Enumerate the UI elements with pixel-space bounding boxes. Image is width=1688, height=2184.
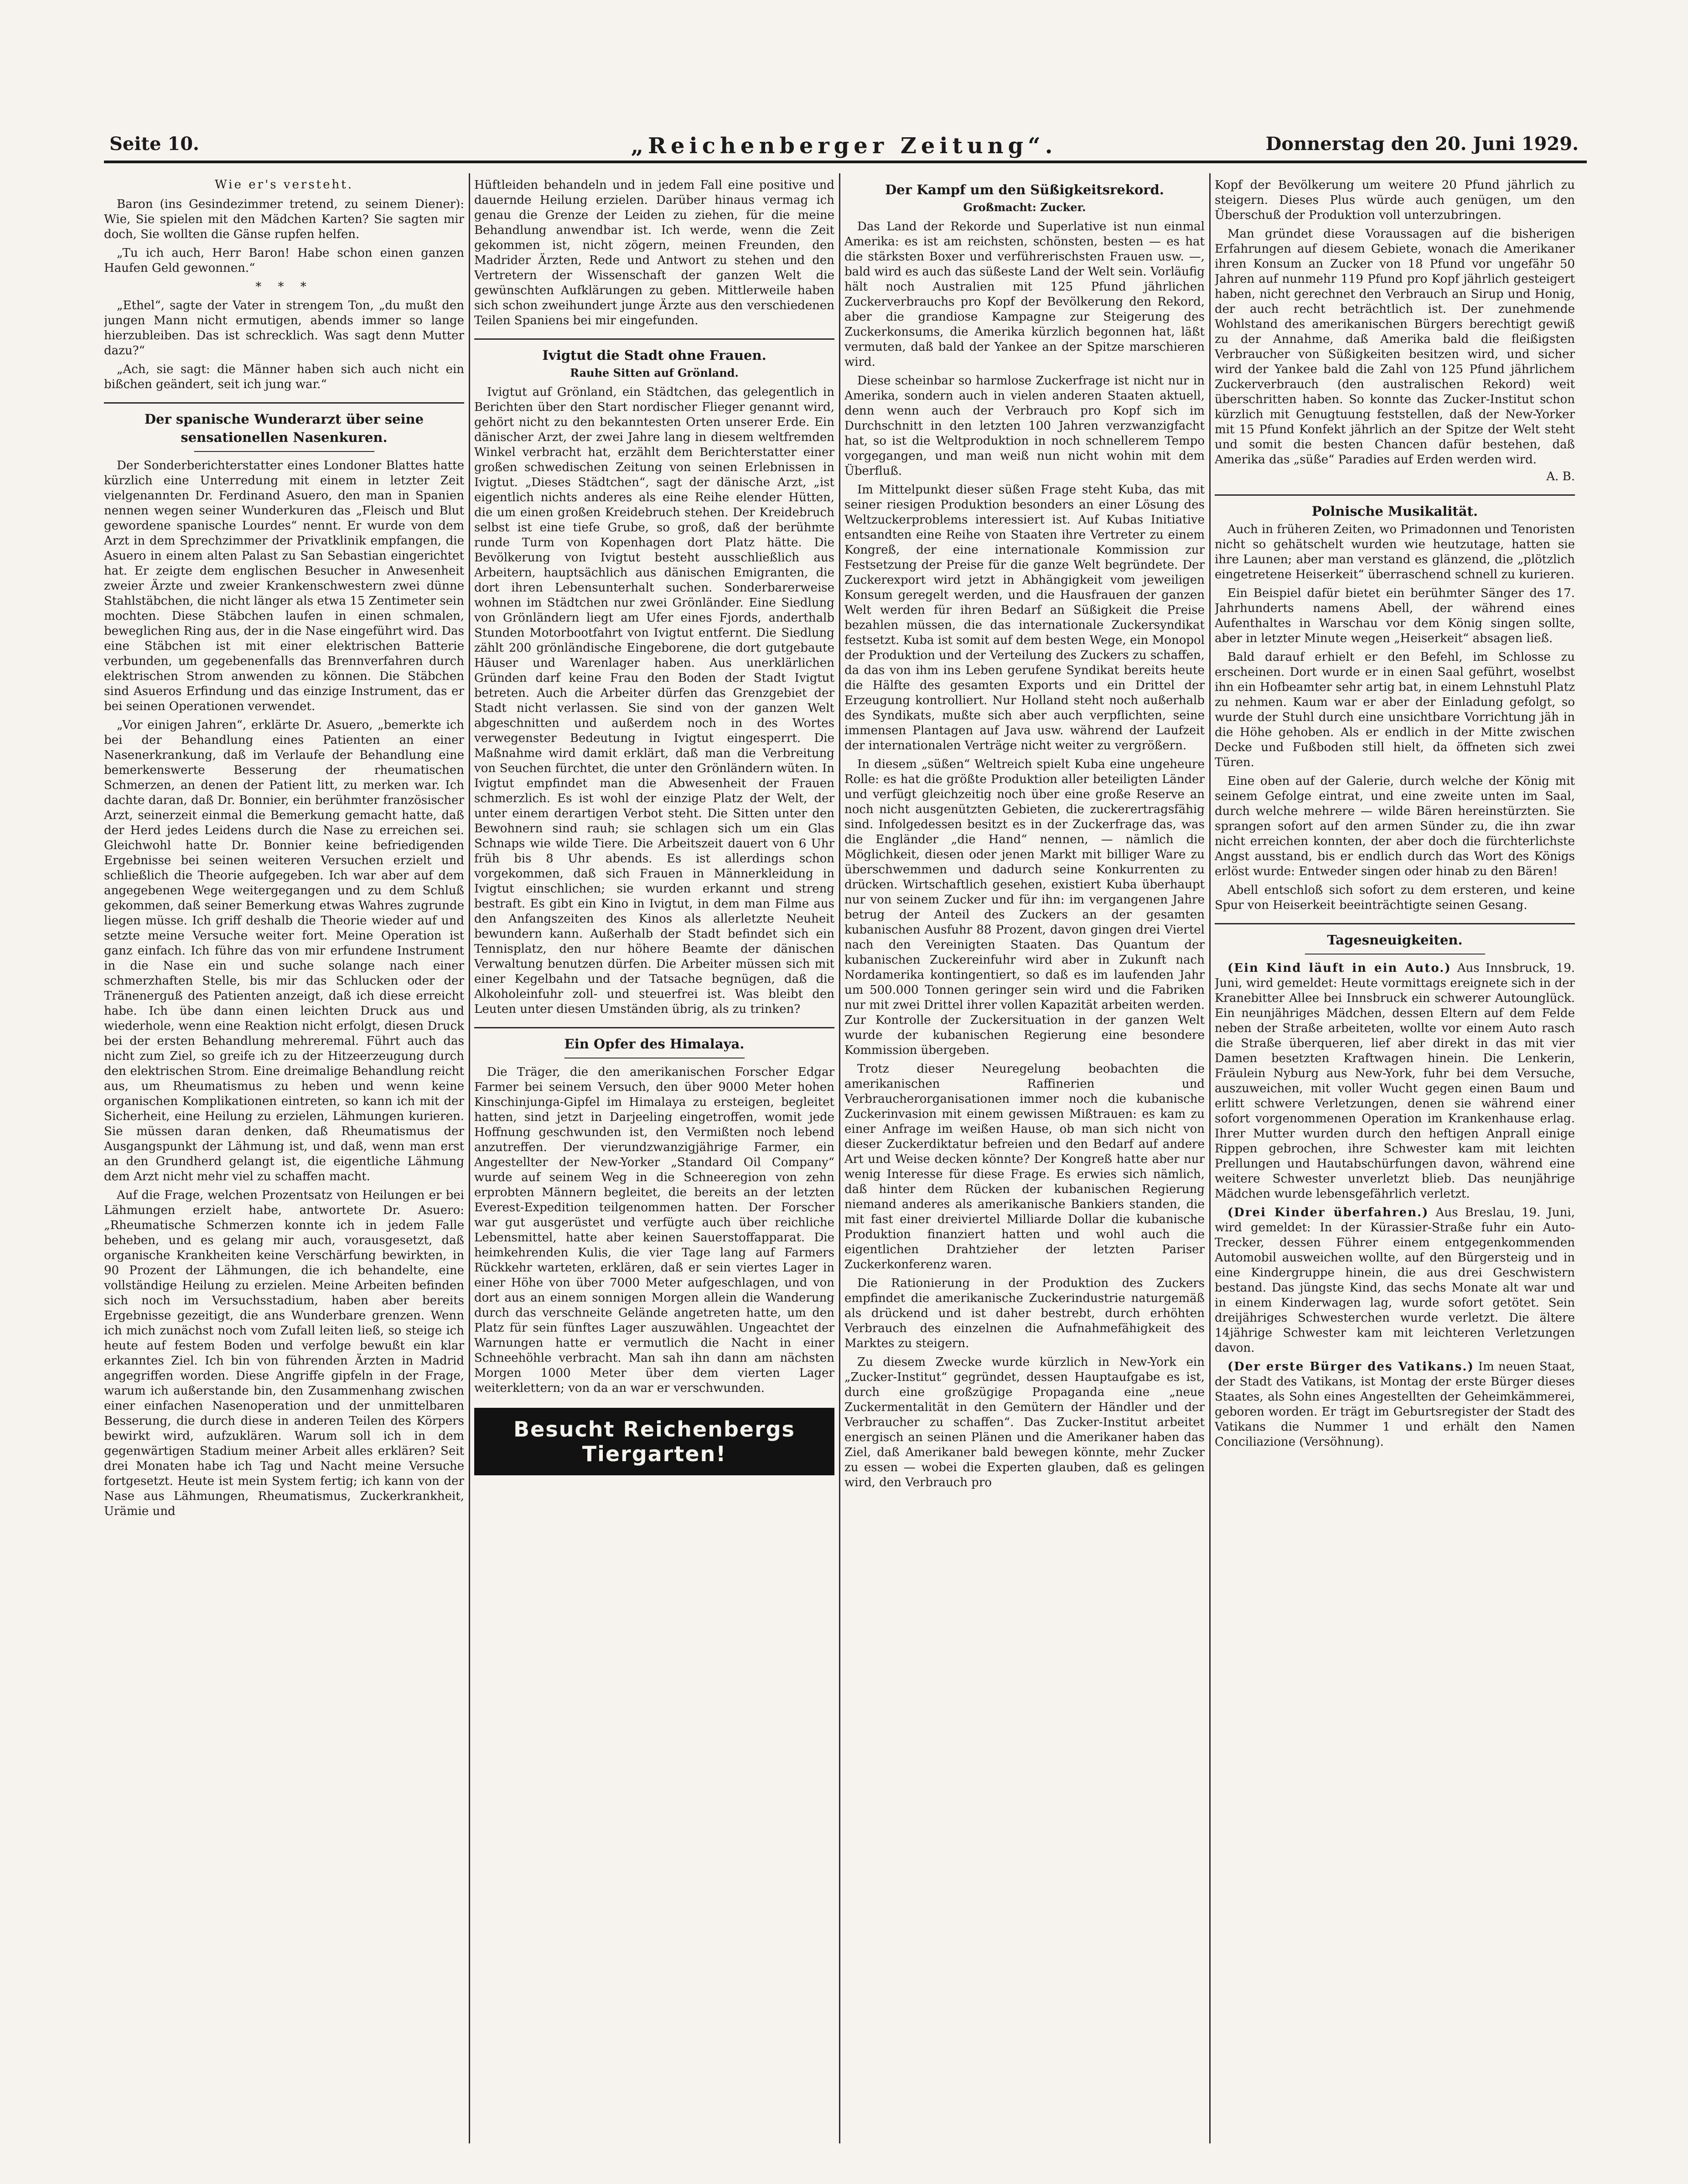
stars-separator: * * * [255, 280, 313, 294]
article-paragraph: Auf die Frage, welchen Prozentsatz von Heilungen er bei Lähmungen erzielt habe, antwortete Dr. Asuero: „Rheumatische Schmerzen konnte ich in jedem Falle beheben, und es gelang mir auch, vorausgesetzt, daß organische Krankheiten keine Verschärfung bewirkten, in 90 Prozent der Lähmungen, die ich behandelte, eine vollständige Heilung zu erzielen. Meine Arbeiten befinden sich noch im Versuchsstadium, haben aber bereits Ergebnisse gezeitigt, die ans Wunderbare grenzen. Wenn ich mich zunächst noch vom Zufall leiten ließ, so steige ich heute auf festem Boden und verfolge bewußt ein klar erkanntes Ziel. Ich bin von führenden Ärzten in Madrid angegriffen worden. Diese Angriffe gipfeln in der Frage, warum ich außerstande bin, den Zusammenhang zwischen einer einfachen Nasenoperation und der unmittelbaren Besserung, die durch diese in anderen Teilen des Körpers bewirkt wird, aufzuklären. Warum soll ich in dem gegenwärtigen Stadium meiner Arbeit alles erklären? Seit drei Monaten habe ich Tag und Nacht meine Versuche fortgesetzt. Heute ist mein System fertig; ich kann von der Nase aus Lähmungen, Rheumatismus, Zuckerkrankheit, Urämie und [104, 1188, 464, 1518]
article-paragraph: Ein Beispiel dafür bietet ein berühmter Sänger des 17. Jahrhunderts namens Abell, der während eines Aufenthaltes in Warschau vor dem König singen sollte, aber in letzter Minute wegen „Heiserkeit“ absagen ließ. [1215, 586, 1575, 645]
section-rule [1215, 494, 1575, 496]
joke-title: Wie er's versteht. [215, 178, 353, 192]
article-paragraph: Die Rationierung in der Produktion des Zuckers empfindet die amerikanische Zuckerindustrie naturgemäß als drückend und ist daher bestrebt, durch erhöhten Verbrauch des einzelnen die Aufnahmefähigkeit des Marktes zu steigern. [844, 1276, 1205, 1350]
article-headline: Ivigtut die Stadt ohne Frauen. [542, 348, 766, 363]
article-paragraph: Die Träger, die den amerikanischen Forscher Edgar Farmer bei seinem Versuch, den über 9000 Meter hohen Kinschinjunga-Gipfel im Himalaya zu ersteigen, begleitet hatten, sind jetzt in Darjeeling eingetroffen, womit jede Hoffnung geschwunden ist, den Vermißten noch lebend anzutreffen. Der vierundzwanzigjährige Farmer, ein Angestellter der New-Yorker „Standard Oil Company“ wurde auf seinem Weg in die Schneeregion von zehn erprobten Männern begleitet, die bereits an der letzten Everest-Expedition teilgenommen hatten. Der Forscher war gut ausgerüstet und verfügte auch über reichliche Lebensmittel, hatte aber keinen Sauerstoffapparat. Die heimkehrenden Kulis, die vier Tage lang auf Farmers Rückkehr warteten, erklären, daß er sein viertes Lager in einer Höhe von über 7000 Meter aufgeschlagen, und von dort aus an einem sonnigen Morgen allein die Wanderung durch das verschneite Gelände angetreten hatte, um den Platz für sein fünftes Lager auszuwählen. Ungeachtet der Warnungen hatte er vermutlich die Nacht in einer Schneehöhle verbracht. Man sah ihn dann am nächsten Morgen 1000 Meter über dem vierten Lager weiterklettern; von da an war er verschwunden. [474, 1065, 834, 1395]
joke-paragraph: „Ach, sie sagt: die Männer haben sich auch nicht ein bißchen geändert, seit ich jung war.“ [104, 363, 464, 391]
joke-paragraph: „Tu ich auch, Herr Baron! Habe schon einen ganzen Haufen Geld gewonnen.“ [104, 246, 464, 275]
joke-section [104, 178, 464, 392]
article-paragraph: Bald darauf erhielt er den Befehl, im Schlosse zu erscheinen. Dort wurde er in einen Saal geführt, woselbst ihn ein Hofbeamter sehr artig bat, in einem Lehnstuhl Platz zu nehmen. Kaum war er aber der Einladung gefolgt, so wurde der Stuhl durch eine unsichtbare Vorrichtung jäh in die Höhe gehoben. Als er endlich in der Mitte zwischen Decke und Fußboden still hielt, da öffneten sich zwei Türen. [1215, 650, 1575, 769]
section-rule [104, 402, 464, 404]
joke-paragraph: Baron (ins Gesindezimmer tretend, zu seinem Diener): Wie, Sie spielen mit den Mädchen Karten? Sie sagten mir doch, Sie wollten die Gänse rupfen helfen. [104, 197, 464, 241]
news-item-title: (Drei Kinder überfahren.) [1227, 1206, 1429, 1219]
article-body [104, 458, 464, 1519]
article-paragraph: Eine oben auf der Galerie, durch welche der König mit seinem Gefolge eintrat, und eine zweite unten im Saal, durch welche mehrere — wilde Bären hereinstürzten. Sie sprangen sofort auf den armen Sünder zu, die ihn zwar nicht erreichen konnten, der aber doch die fürchterlichste Angst ausstand, bis er endlich durch das Wort des Königs erlöst wurde: Entweder singen oder hinab zu den Bären! [1215, 774, 1575, 878]
news-item [1215, 1359, 1575, 1450]
section-rule [474, 338, 834, 340]
article-zucker [844, 181, 1205, 1490]
article-paragraph: „Vor einigen Jahren“, erklärte Dr. Asuero, „bemerkte ich bei der Behandlung eines Patienten an einer Nasenerkrankung, daß im Verlaufe der Behandlung eine bemerkenswerte Besserung der rheumatischen Schmerzen, an denen der Patient litt, zu merken war. Ich dachte daran, daß Dr. Bonnier, ein berühmter französischer Arzt, seinerzeit einmal die Bemerkung gemacht hatte, daß der Herd jedes Leidens durch die Nase zu erreichen sei. Gleichwohl hatte Dr. Bonnier keine befriedigenden Ergebnisse bei seinen weiteren Versuchen erzielt und schließlich die Theorie aufgegeben. Ich war aber auf dem angegebenen Wege weitergegangen und zu dem Schluß gekommen, daß seiner Bemerkung etwas Wahres zugrunde liegen müsse. Ich griff deshalb die Theorie wieder auf und setzte meine Versuche weiter fort. Meine Operation ist ganz einfach. Ich führe das von mir erfundene Instrument in die Nase ein und suche solange nach einer schmerzhaften Stelle, bis mir das Schlucken oder der Tränenerguß des Patienten anzeigt, daß ich diese erreicht habe. Ich übe dann einen leichten Druck aus und wiederhole, wenn eine Reaktion nicht erfolgt, diesen Druck bei der ersten Behandlung mehreremal. Führt auch das nicht zum Ziel, so greife ich zu der Hitzeerzeugung durch den elektrischen Strom. Eine dreimalige Behandlung reicht aus, um Rheumatismus zu heben und wenn keine organischen Komplikationen eintreten, so kann ich mit der Sicherheit, eine Heilung zu erzielen, Lähmungen kurieren. Sie müssen daran denken, daß Rheumatismus der Ausgangspunkt der Lähmung ist, und daß, wenn man erst an den Grundherd gelangt ist, die eigentliche Lähmung dem Arzt nicht mehr viel zu schaffen macht. [104, 718, 464, 1183]
article-headline: Ein Opfer des Himalaya. [564, 1036, 745, 1052]
article-paragraph: Im Mittelpunkt dieser süßen Frage steht Kuba, das mit seiner riesigen Produktion besonders an einer Lösung des Weltzuckerproblems interessiert ist. Auf Kubas Initiative entsandten eine Reihe von Staaten ihre Vertreter zu einem Kongreß, der eine internationale Kommission zur Festsetzung der Preise für die ganze Welt begründete. Der Zuckerexport wird jetzt in Abhängigkeit vom jeweiligen Konsum geregelt werden, und die Hausfrauen der ganzen Welt werden für ihren Bedarf an Süßigkeit die Preise bezahlen müssen, die das internationale Zuckersyndikat festsetzt. Kuba ist somit auf dem besten Wege, ein Monopol der Produktion und der Verteilung des Zuckers zu schaffen, da das von ihm ins Leben gerufene Syndikat bereits heute die Hälfte des gesamten Exports und ein Drittel der Erzeugung kontrolliert. Nur Holland steht noch außerhalb des Syndikats, mußte sich aber auch verpflichten, seine immensen Plantagen auf Java usw. während der Laufzeit der internationalen Verträge nicht weiter zu vergrößern. [844, 483, 1205, 752]
news-item [1215, 1205, 1575, 1356]
news-item-text: Aus Breslau, 19. Juni, wird gemeldet: In der Kürassier-Straße fuhr ein Auto-Trecker, dessen Führer einem entgegenkommenden Automobil ausweichen wollte, auf den Bürgersteig und in eine Kindergruppe hinein, die aus drei Geschwistern bestand. Das jüngste Kind, das sechs Monate alt war und in einem Kinderwagen lag, wurde sofort getötet. Sein dreijähriges Schwesterchen wurde verletzt. Die ältere 14jährige Schwester kam mit leichteren Verletzungen davon. [1215, 1206, 1575, 1355]
article-body [474, 1065, 834, 1396]
article-subhead: Großmacht: Zucker. [963, 201, 1086, 214]
article-paragraph: Ivigtut auf Grönland, ein Städtchen, das gelegentlich in Berichten über den Start nordischer Flieger genannt wird, gehört nicht zu den bekanntesten Orten unserer Erde. Ein dänischer Arzt, der zwei Jahre lang in diesem weltfremden Winkel verbracht hat, erzählt dem Berichterstatter einer großen schwedischen Zeitung von seinen Erlebnissen in Ivigtut. „Dieses Städtchen“, sagt der dänische Arzt, „ist eigentlich nichts anderes als eine Reihe elender Hütten, die um einen großen Kreidebruch stehen. Der Kreidebruch selbst ist eine tiefe Grube, so groß, daß der berühmte runde Turm von Kopenhagen dort Platz hätte. Die Bevölkerung von Ivigtut besteht ausschließlich aus Arbeitern, hauptsächlich aus dänischen Emigranten, die dort ihren Lebensunterhalt suchen. Sonderbarerweise wohnen im Städtchen nur zwei Grönländer. Eine Siedlung von Grönländern liegt am Ufer eines Fjords, anderthalb Stunden Motorbootfahrt von Ivigtut entfernt. Die Siedlung zählt 200 grönländische Eingeborene, die dort gutgebaute Häuser und Warenlager haben. Aus unerklärlichen Gründen darf keine Frau den Boden der Stadt Ivigtut betreten. Auch die Arbeiter dürfen das Grenzgebiet der Stadt nicht verlassen. Sie sind von der ganzen Welt abgeschnitten und außerdem noch in des Wortes verwegenster Bedeutung in Ivigtut eingesperrt. Die Maßnahme wird damit erklärt, daß man die Verbreitung von Seuchen fürchtet, die unter den Grönländern wüten. In Ivigtut empfindet man die Abwesenheit der Frauen schmerzlich. Es ist wohl der einzige Platz der Welt, der unter einem derartigen Verbot steht. Die Sitten unter den Bewohnern sind rauh; sie schlagen sich um ein Glas Schnaps wie wilde Tiere. Die Arbeitszeit dauert von 6 Uhr früh bis 8 Uhr abends. Es ist allerdings schon vorgekommen, daß sich Frauen in Männerkleidung in Ivigtut einschlichen; sie wurden erkannt und streng bestraft. Es gibt ein Kino in Ivigtut, in dem man Filme aus den Anfangszeiten des Kinos als allerletzte Neuheit bewundern kann. Außerhalb der Stadt befindet sich ein Tennisplatz, den nur höhere Beamte der dänischen Verwaltung benutzen dürfen. Die Arbeiter müssen sich mit einer Kegelbahn und der Tatsache begnügen, daß die Alkoholeinfuhr zoll- und steuerfrei ist. Was bleibt den Leuten unter diesen Umständen übrig, als zu trinken? [474, 385, 834, 1016]
article-paragraph: In diesem „süßen“ Weltreich spielt Kuba eine ungeheure Rolle: es hat die größte Produktion aller beteiligten Länder und verfügt gleichzeitig noch über eine große Reserve an noch nicht ausgenützten Gebieten, die zuckerertragsfähig sind. Infolgedessen besitzt es in der Zuckerfrage das, was die Engländer „die Hand“ nennen, — nämlich die Möglichkeit, diesen oder jenen Markt mit billiger Ware zu überschwemmen und dadurch seine Konkurrenten zu drücken. Wirtschaftlich gesehen, existiert Kuba überhaupt nur von seinem Zucker und für ihn: im vergangenen Jahre betrug der Anteil des Zuckers an der gesamten kubanischen Ausfuhr 88 Prozent, davon gingen drei Viertel nach den Vereinigten Staaten. Das Quantum der kubanischen Zuckereinfuhr wird aber in Zukunft nach Nordamerika kontingentiert, so daß es im laufenden Jahr um 500.000 Tonnen geringer sein wird und die Fabriken nur mit zwei Drittel ihrer vollen Kapazität arbeiten werden. Zur Kontrolle der Zuckersituation in der ganzen Welt wurde der kubanischen Regierung eine besondere Kommission übergeben. [844, 757, 1205, 1057]
continued-paragraph: Kopf der Bevölkerung um weitere 20 Pfund jährlich zu steigern. Dieses Plus würde auch genügen, um den Überschuß der Produktion voll unterzubringen. [1215, 178, 1575, 222]
newspaper-name: „Reichenberger Zeitung“. [631, 133, 1057, 159]
news-item-title: (Ein Kind läuft in ein Auto.) [1227, 961, 1451, 975]
page-number: Seite 10. [109, 133, 199, 155]
news-item-title: (Der erste Bürger des Vatikans.) [1227, 1360, 1474, 1374]
article-himalaya [474, 1035, 834, 1396]
article-headline: Der spanische Wunderarzt über seine sensationellen Nasenkuren. [144, 411, 424, 445]
article-paragraph: Trotz dieser Neuregelung beobachten die amerikanischen Raffinerien und Verbraucherorganisationen immer noch die kubanische Zuckerinvasion mit einem gewissen Mißtrauen: es kam zu einer Anfrage im weißen Hause, ob man sich nicht von dieser Zuckerdiktatur befreien und den Bedarf auf andere Art und Weise decken könnte? Der Kongreß hatte aber nur wenig Interesse für diese Frage. Es erwies sich nämlich, daß hinter dem Rücken der kubanischen Regierung niemand anderes als amerikanische Bankiers standen, die mit fast einer dreiviertel Milliarde Dollar die kubanische Produktion finanziert hatten und wohl auch die eigentlichen Drahtzieher der letzten Pariser Zuckerkonferenz waren. [844, 1062, 1205, 1271]
article-wunderarzt [104, 410, 464, 1519]
article-subhead: Rauhe Sitten auf Grönland. [570, 366, 739, 379]
joke-paragraph: „Ethel“, sagte der Vater in strengem Ton, „du mußt den jungen Mann nicht ermutigen, abends immer so lange hierzubleiben. Das ist schrecklich. Was sagt denn Mutter dazu?“ [104, 299, 464, 358]
news-item-text: Aus Innsbruck, 19. Juni, wird gemeldet: Heute vormittags ereignete sich in der Kranebitter Allee bei Innsbruck ein schwerer Autounglück. Ein neunjähriges Mädchen, dessen Eltern auf dem Felde neben der Straße arbeiteten, wollte vor einem Auto rasch die Straße überqueren, lief aber direkt in das mit vier Damen besetzten Kraftwagen hinein. Die Lenkerin, Fräulein Nyburg aus New-York, fuhr bei dem Versuche, auszuweichen, mit voller Wucht gegen einen Baum und erlitt schwere Verletzungen, denen sie während einer sofort vorgenommenen Operation im Krankenhause erlag. Ihrer Mutter wurden durch den heftigen Anprall einige Rippen gebrochen, ihre Schwester kam mit leichten Prellungen und Hautabschürfungen davon, während eine weitere Schwester unverletzt blieb. Das neunjährige Mädchen wurde lebensgefährlich verletzt. [1215, 961, 1575, 1201]
continued-paragraph: Hüftleiden behandeln und in jedem Fall eine positive und dauernde Heilung erzielen. Darüber hinaus vermag ich genau die Grenze der Leiden zu ziehen, für die meine Behandlung anwendbar ist. Ich werde, wenn die Zeit gekommen ist, nicht zögern, meinen Freunden, den Madrider Ärzten, Rede und Antwort zu stehen und den Vertretern der Wissenschaft der ganzen Welt die gewünschten Aufklärungen zu geben. Mittlerweile haben sich schon zweihundert junge Ärzte aus den verschiedenen Teilen Spaniens bei mir eingefunden. [474, 178, 834, 327]
section-rule [1215, 923, 1575, 924]
header-rule [104, 161, 1587, 163]
article-body [474, 385, 834, 1017]
article-body [844, 219, 1205, 1490]
column-divider [469, 173, 470, 2143]
continued-paragraph: Man gründet diese Voraussagen auf die bisherigen Erfahrungen auf diesem Gebiete, wonach die Amerikaner ihren Konsum an Zucker von 18 Pfund vor ungefähr 50 Jahren auf nunmehr 119 Pfund pro Kopf jährlich gesteigert haben, nicht gerechnet den Verbrauch an Sirup und Honig, der auch recht beträchtlich ist. Der zunehmende Wohlstand des amerikanischen Bürgers berechtigt gewiß zu der Annahme, daß Amerika bald die fleißigsten Verbraucher von Süßigkeiten besitzen wird, und sicher wird der Yankee bald die Zahl von 125 Pfund jährlichem Zuckerverbrauch (den australischen Rekord) weit überschritten haben. So konnte das Zucker-Institut schon kürzlich mit Genugtuung feststellen, daß der New-Yorker mit 15 Pfund Konfekt jährlich an der Spitze der Welt steht und somit die besten Chancen dafür bestehen, daß Amerika das „süße“ Paradies auf Erden werden wird. [1215, 227, 1575, 467]
article-paragraph: Diese scheinbar so harmlose Zuckerfrage ist nicht nur in Amerika, sondern auch in vielen anderen Staaten aktuell, denn wenn auch der Verbrauch pro Kopf sich im Durchschnitt in den letzten 100 Jahren verzwanzigfacht hat, so ist die Weltproduktion in noch schnellerem Tempo vorgegangen, und man weiß nun nicht wohin mit dem Überfluß. [844, 374, 1205, 478]
column-4 [1215, 178, 1575, 2139]
advertisement-banner: Besucht Reichenbergs Tiergarten! [474, 1408, 834, 1475]
article-body [1215, 961, 1575, 1450]
article-paragraph: Zu diesem Zwecke wurde kürzlich in New-York ein „Zucker-Institut“ gegründet, dessen Hauptaufgabe es ist, durch eine großzügige Propaganda eine „neue Zuckermentalität in den Gemütern der Händler und der Verbraucher zu schaffen“. Das Zucker-Institut arbeitet energisch an seinen Plänen und die Amerikaner haben das Ziel, daß Amerikaner bald bewegen könnte, mehr Zucker zu essen — wobei die Experten glauben, daß es gelingen wird, den Verbrauch pro [844, 1355, 1205, 1489]
news-item [1215, 961, 1575, 1202]
column-1 [104, 178, 464, 2139]
issue-date: Donnerstag den 20. Juni 1929. [1265, 133, 1579, 155]
article-musikalitaet [1215, 502, 1575, 913]
column-divider [839, 173, 840, 2143]
article-headline: Der Kampf um den Süßigkeitsrekord. [885, 182, 1164, 197]
article-paragraph: Abell entschloß sich sofort zu dem ersteren, und keine Spur von Heiserkeit beeinträchtigte seinen Gesang. [1215, 883, 1575, 912]
article-paragraph: Auch in früheren Zeiten, wo Primadonnen und Tenoristen nicht so gehätschelt wurden wie heutzutage, hatten sie ihre Launen; aber man verstand es glänzend, die „plötzlich eingetretene Heiserkeit“ überraschend schnell zu kurieren. [1215, 523, 1575, 581]
column-2 [474, 178, 834, 2139]
article-paragraph: Das Land der Rekorde und Superlative ist nun einmal Amerika: es ist am reichsten, schönsten, besten — es hat die stärksten Boxer und verführerischsten Frauen usw. —, bald wird es auch das süßeste Land der Welt sein. Vorläufig hält noch Australien mit 125 Pfund jährlichen Zuckerverbrauchs pro Kopf der Bevölkerung den Rekord, aber die grandiose Kampagne zur Steigerung des Zuckerkonsums, die Amerika kürzlich begonnen hat, läßt vermuten, daß bald der Yankee an der Spitze marschieren wird. [844, 220, 1205, 369]
article-paragraph: Der Sonderberichterstatter eines Londoner Blattes hatte kürzlich eine Unterredung mit einem in letzter Zeit vielgenannten Dr. Ferdinand Asuero, den man in Spanien nennen wegen seiner Wunderkuren das „Fleisch und Blut gewordene spanische Lourdes“ nennt. Er wurde von dem Arzt in dem Sprechzimmer der Privatklinik empfangen, die Asuero in einem alten Palast zu San Sebastian eingerichtet hat. Er zeigte dem englischen Besucher in Anwesenheit zweier Ärzte und zweier Krankenschwestern zwei dünne Stahlstäbchen, die nicht länger als etwa 15 Zentimeter sein mochten. Diese Stäbchen laufen in einen schmalen, beweglichen Ring aus, der in die Nase eingeführt wird. Das eine Stäbchen ist mit einer elektrischen Batterie verbunden, um gegebenenfalls das Brennverfahren durch elektrischen Strom anwenden zu können. Die Stäbchen sind Asueros Erfindung und das einzige Instrument, das er bei seinen Operationen verwendet. [104, 459, 464, 713]
article-ivigtut [474, 346, 834, 1017]
headline-rule [1305, 954, 1485, 955]
article-headline: Tagesneuigkeiten. [1327, 932, 1463, 948]
article-headline: Polnische Musikalität. [1311, 503, 1478, 519]
column-3 [844, 178, 1205, 2139]
article-tagesneuigkeiten [1215, 931, 1575, 1450]
column-divider [1209, 173, 1211, 2143]
headline-rule [194, 451, 374, 452]
news-item-text: Im neuen Staat, der Stadt des Vatikans, ist Montag der erste Bürger dieses Staates, als Sohn eines Angestellten der Geheimkämmerei, geboren worden. Er trägt im Geburtsregister der Stadt des Vatikans die Nummer 1 und erhält den Namen Conciliazione (Versöhnung). [1215, 1360, 1575, 1449]
section-rule [474, 1027, 834, 1028]
article-body [1215, 522, 1575, 913]
author-signature: A. B. [1546, 470, 1575, 483]
